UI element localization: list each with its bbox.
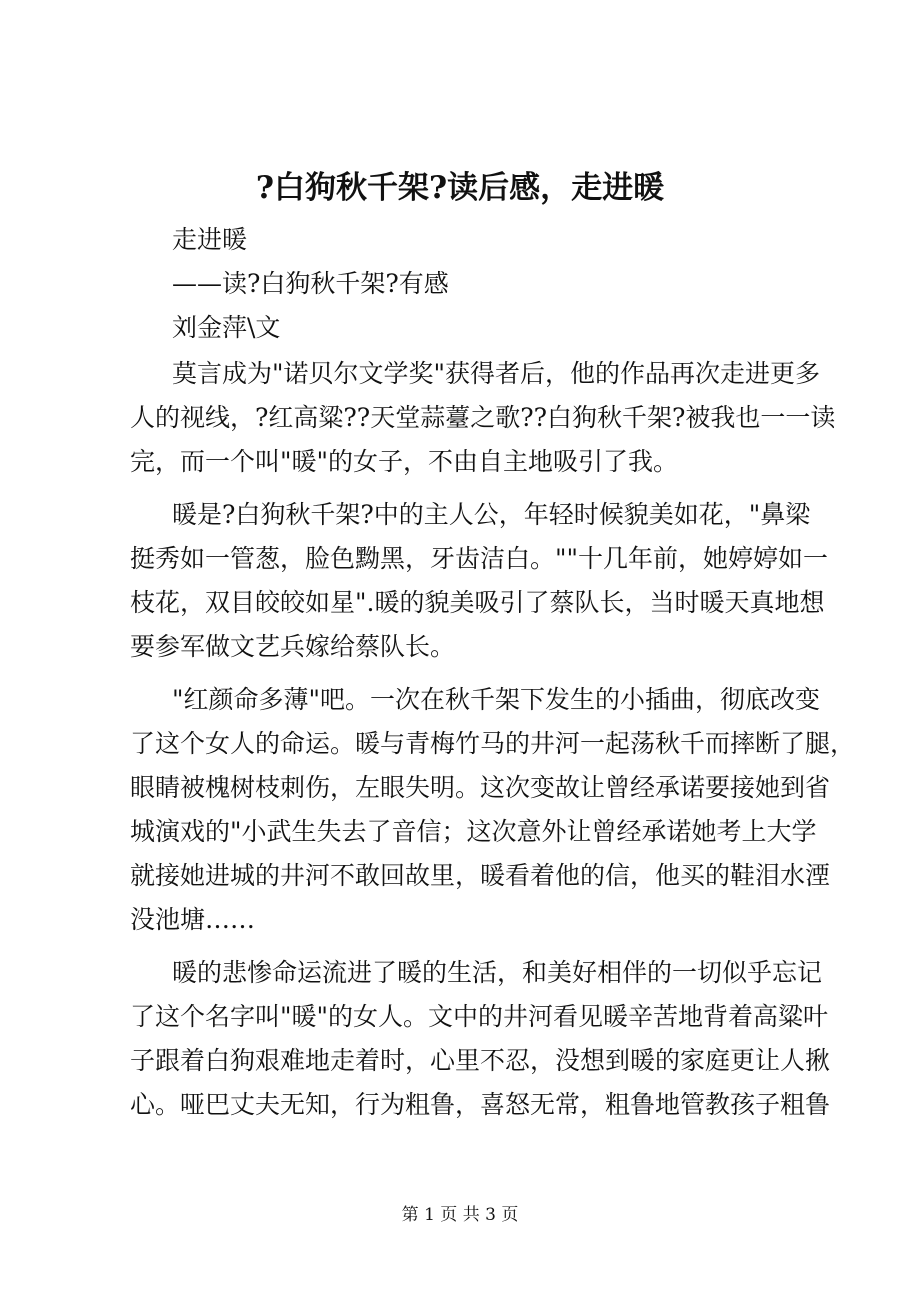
heading-line: ——读?白狗秋千架?有感 (172, 269, 449, 298)
paragraph-line: 完，而一个叫"暖"的女子，不由自主地吸引了我。 (130, 447, 678, 476)
paragraph-line: 没池塘…… (130, 905, 256, 934)
paragraph-line: 了这个名字叫"暖"的女人。文中的井河看见暖辛苦地背着高粱叶 (130, 1002, 829, 1031)
paragraph-line: "红颜命多薄"吧。一次在秋千架下发生的小插曲，彻底改变 (172, 685, 821, 714)
paragraph-line: 眼睛被槐树枝刺伤，左眼失明。这次变故让曾经承诺要接她到省 (130, 773, 831, 802)
paragraph-line: 人的视线，?红高粱??天堂蒜薹之歌??白狗秋千架?被我也一一读 (130, 403, 836, 432)
page-footer: 第 1 页 共 3 页 (401, 1205, 519, 1225)
paragraph-line: 城演戏的"小武生失去了音信；这次意外让曾经承诺她考上大学 (130, 817, 817, 846)
paragraph-line: 挺秀如一管葱，脸色黝黑，牙齿洁白。""十几年前，她婷婷如一 (130, 544, 829, 573)
paragraph-line: 暖是?白狗秋千架?中的主人公，年轻时候貌美如花，"鼻梁 (172, 500, 811, 529)
document-title: ?白狗秋千架?读后感，走进暖 (255, 170, 665, 206)
paragraph-line: 要参军做文艺兵嫁给蔡队长。 (130, 632, 456, 661)
paragraph-line: 暖的悲惨命运流进了暖的生活，和美好相伴的一切似乎忘记 (172, 958, 823, 987)
paragraph-line: 了这个女人的命运。暖与青梅竹马的井河一起荡秋千而摔断了腿， (130, 729, 856, 758)
paragraph-line: 就接她进城的井河不敢回故里，暖看着他的信，他买的鞋泪水湮 (130, 861, 831, 890)
paragraph-line: 莫言成为"诺贝尔文学奖"获得者后，他的作品再次走进更多 (172, 359, 821, 388)
heading-line: 走进暖 (172, 225, 248, 254)
paragraph-line: 心。哑巴丈夫无知，行为粗鲁，喜怒无常，粗鲁地管教孩子粗鲁 (130, 1090, 831, 1119)
paragraph-line: 子跟着白狗艰难地走着时，心里不忍，没想到暖的家庭更让人揪 (130, 1046, 831, 1075)
paragraph-line: 枝花，双目皎皎如星".暖的貌美吸引了蔡队长，当时暖天真地想 (130, 588, 825, 617)
heading-line: 刘金萍\文 (172, 313, 281, 342)
